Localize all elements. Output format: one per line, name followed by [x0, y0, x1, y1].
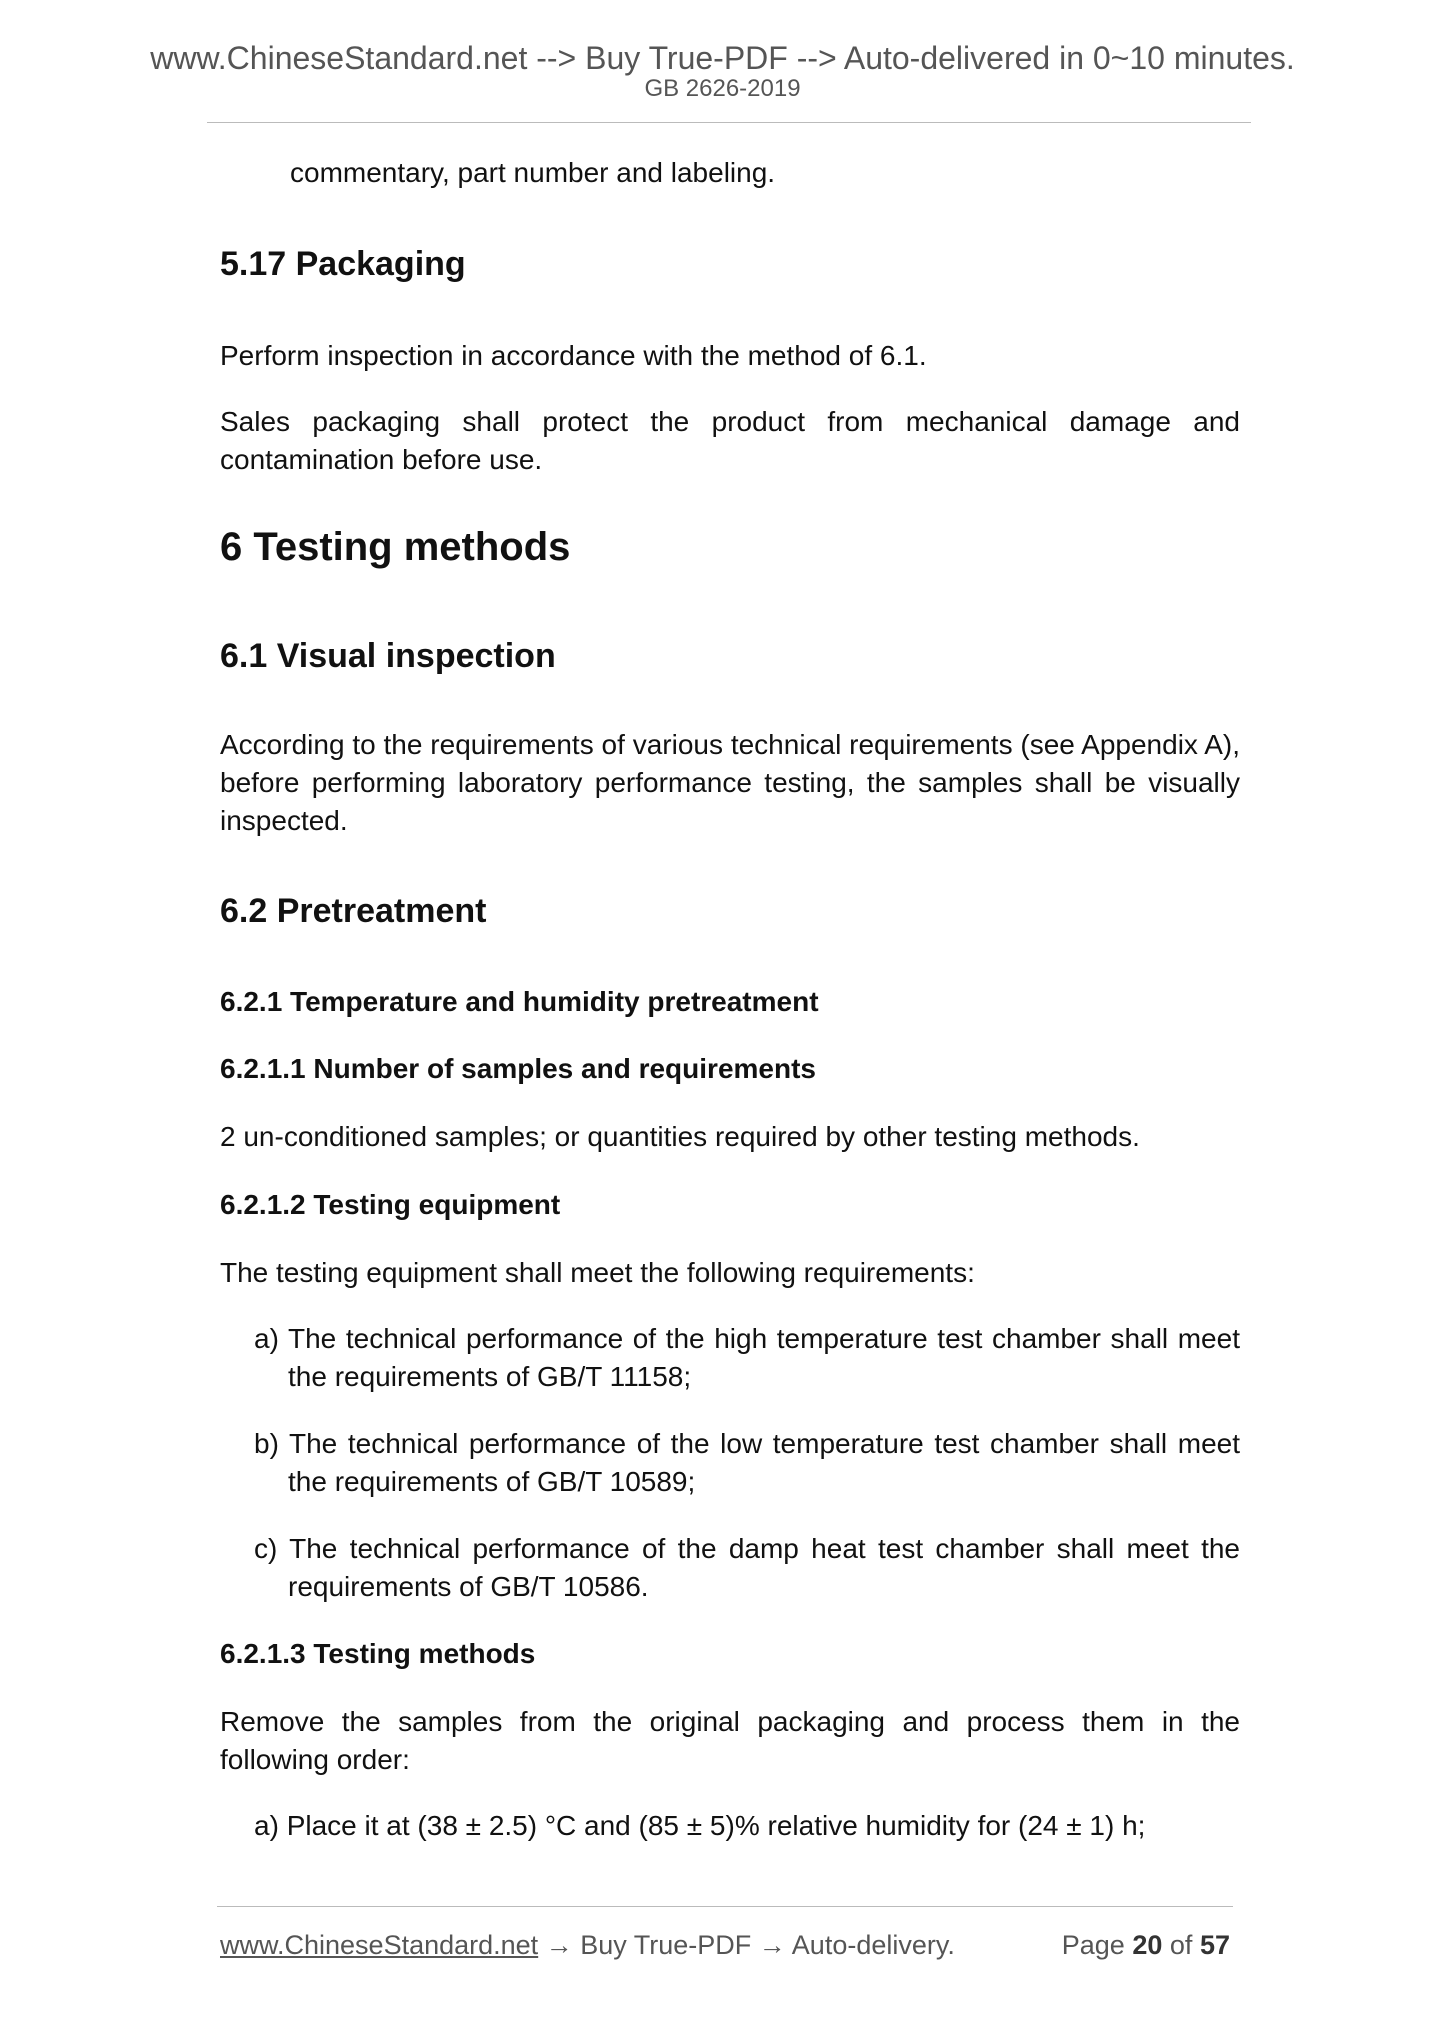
total-pages-number: 57: [1199, 1930, 1230, 1960]
list-item: [254, 1425, 1240, 1501]
footer-divider: [217, 1906, 1233, 1907]
document-id: GB 2626-2019: [644, 75, 801, 102]
section-6-2-1-1-paragraph: 2 un-conditioned samples; or quantities required by other testing methods.: [220, 1121, 1140, 1152]
section-6-2-1-3-paragraph: Remove the samples from the original packaging and process them in the following order:: [220, 1706, 1240, 1775]
section-6-heading: 6 Testing methods: [220, 525, 571, 569]
list-item-text: The technical performance of the low temperature test chamber shall meet the requirements of GB/T 10589;: [288, 1428, 1240, 1497]
continued-text: commentary, part number and labeling.: [290, 157, 776, 188]
footer-buy-text: Buy True-PDF: [580, 1930, 752, 1960]
current-page-number: 20: [1132, 1930, 1163, 1960]
list-item-text: The technical performance of the high temperature test chamber shall meet the requirements of GB/T 11158;: [288, 1323, 1240, 1392]
of-word: of: [1169, 1930, 1193, 1960]
section-6-2-1-2-heading: 6.2.1.2 Testing equipment: [220, 1189, 561, 1220]
page-footer: [220, 1927, 1230, 1963]
list-item: [254, 1320, 1240, 1396]
list-marker: a): [254, 1323, 279, 1354]
list-marker: a): [254, 1810, 279, 1841]
footer-site-link[interactable]: www.ChineseStandard.net: [220, 1930, 539, 1960]
header-divider: [207, 122, 1251, 123]
list-item-text: The technical performance of the damp heat test chamber shall meet the requirements of GB/T 10586.: [288, 1533, 1240, 1602]
section-6-2-1-3-heading: 6.2.1.3 Testing methods: [220, 1638, 536, 1669]
list-item: [254, 1530, 1240, 1606]
page-indicator: [1062, 1927, 1230, 1963]
header-banner: www.ChineseStandard.net --> Buy True-PDF --> Auto-delivered in 0~10 minutes.: [150, 40, 1295, 76]
section-5-17-paragraph-2: Sales packaging shall protect the product from mechanical damage and contamination before use.: [220, 406, 1240, 475]
section-5-17-paragraph-1: Perform inspection in accordance with the method of 6.1.: [220, 340, 927, 371]
arrow-right-icon: →: [545, 1930, 573, 1960]
list-marker: c): [254, 1533, 278, 1564]
footer-delivery-text: Auto-delivery.: [791, 1930, 955, 1960]
section-6-1-paragraph: According to the requirements of various technical requirements (see Appendix A), before performing laboratory performance testing, the samples shall be visually inspected.: [220, 729, 1240, 836]
page-word: Page: [1061, 1930, 1125, 1960]
list-item: [254, 1807, 1240, 1845]
arrow-right-icon: →: [758, 1930, 786, 1960]
section-6-2-1-heading: 6.2.1 Temperature and humidity pretreatment: [220, 986, 819, 1017]
section-6-2-heading: 6.2 Pretreatment: [220, 892, 487, 930]
list-item-text: Place it at (38 ± 2.5) °C and (85 ± 5)% relative humidity for (24 ± 1) h;: [286, 1810, 1146, 1841]
list-marker: b): [254, 1428, 279, 1459]
section-5-17-heading: 5.17 Packaging: [220, 245, 466, 283]
section-6-2-1-1-heading: 6.2.1.1 Number of samples and requirements: [220, 1053, 816, 1084]
section-6-1-heading: 6.1 Visual inspection: [220, 637, 556, 675]
section-6-2-1-2-paragraph: The testing equipment shall meet the following requirements:: [220, 1257, 975, 1288]
